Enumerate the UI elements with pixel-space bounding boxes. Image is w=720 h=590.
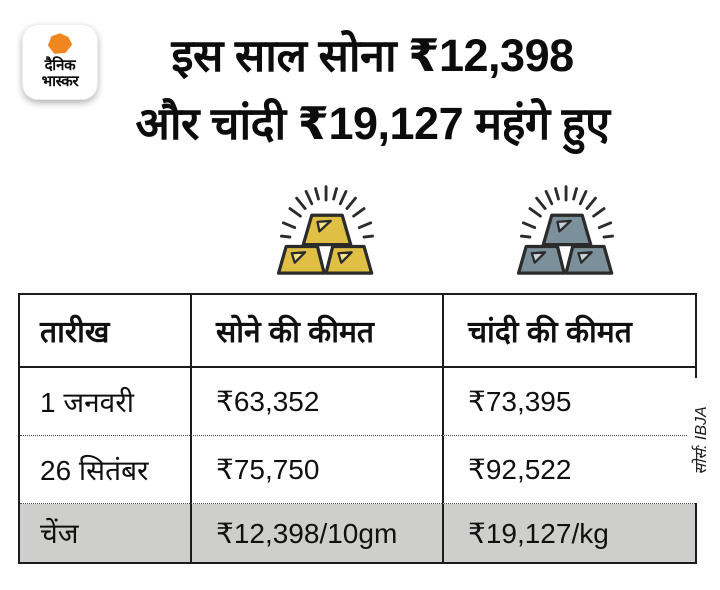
table-cell-row1-date: 1 जनवरी <box>20 368 190 436</box>
logo-text-line1: दैनिक <box>44 57 76 74</box>
table-header-silver: चांदी की कीमत <box>442 295 695 368</box>
headline <box>85 22 660 158</box>
table-cell-change-silver: ₹19,127/kg <box>442 504 695 562</box>
headline-line2: और चांदी ₹19,127 महंगे हुए <box>135 98 610 149</box>
table-cell-row2-gold: ₹75,750 <box>190 436 442 504</box>
table-header-gold: सोने की कीमत <box>190 295 442 368</box>
logo-text-line2: भास्कर <box>41 72 79 90</box>
table-cell-row2-silver: ₹92,522 <box>442 436 695 504</box>
silver-bars-icon <box>510 181 624 277</box>
table-cell-change-gold: ₹12,398/10gm <box>190 504 442 562</box>
table-cell-row2-date: 26 सितंबर <box>20 436 190 504</box>
table-cell-row1-silver: ₹73,395 <box>442 368 695 436</box>
price-table <box>18 293 697 564</box>
source-credit: सोर्स: IBJA <box>687 378 712 503</box>
table-header-date: तारीख <box>20 295 190 368</box>
gold-bars-icon <box>270 181 384 277</box>
table-cell-row1-gold: ₹63,352 <box>190 368 442 436</box>
logo-sun-icon <box>46 32 74 57</box>
table-cell-change-label: चेंज <box>20 504 190 562</box>
headline-line1: इस साल सोना ₹12,398 <box>171 30 574 81</box>
logo-wordmark <box>42 58 79 89</box>
